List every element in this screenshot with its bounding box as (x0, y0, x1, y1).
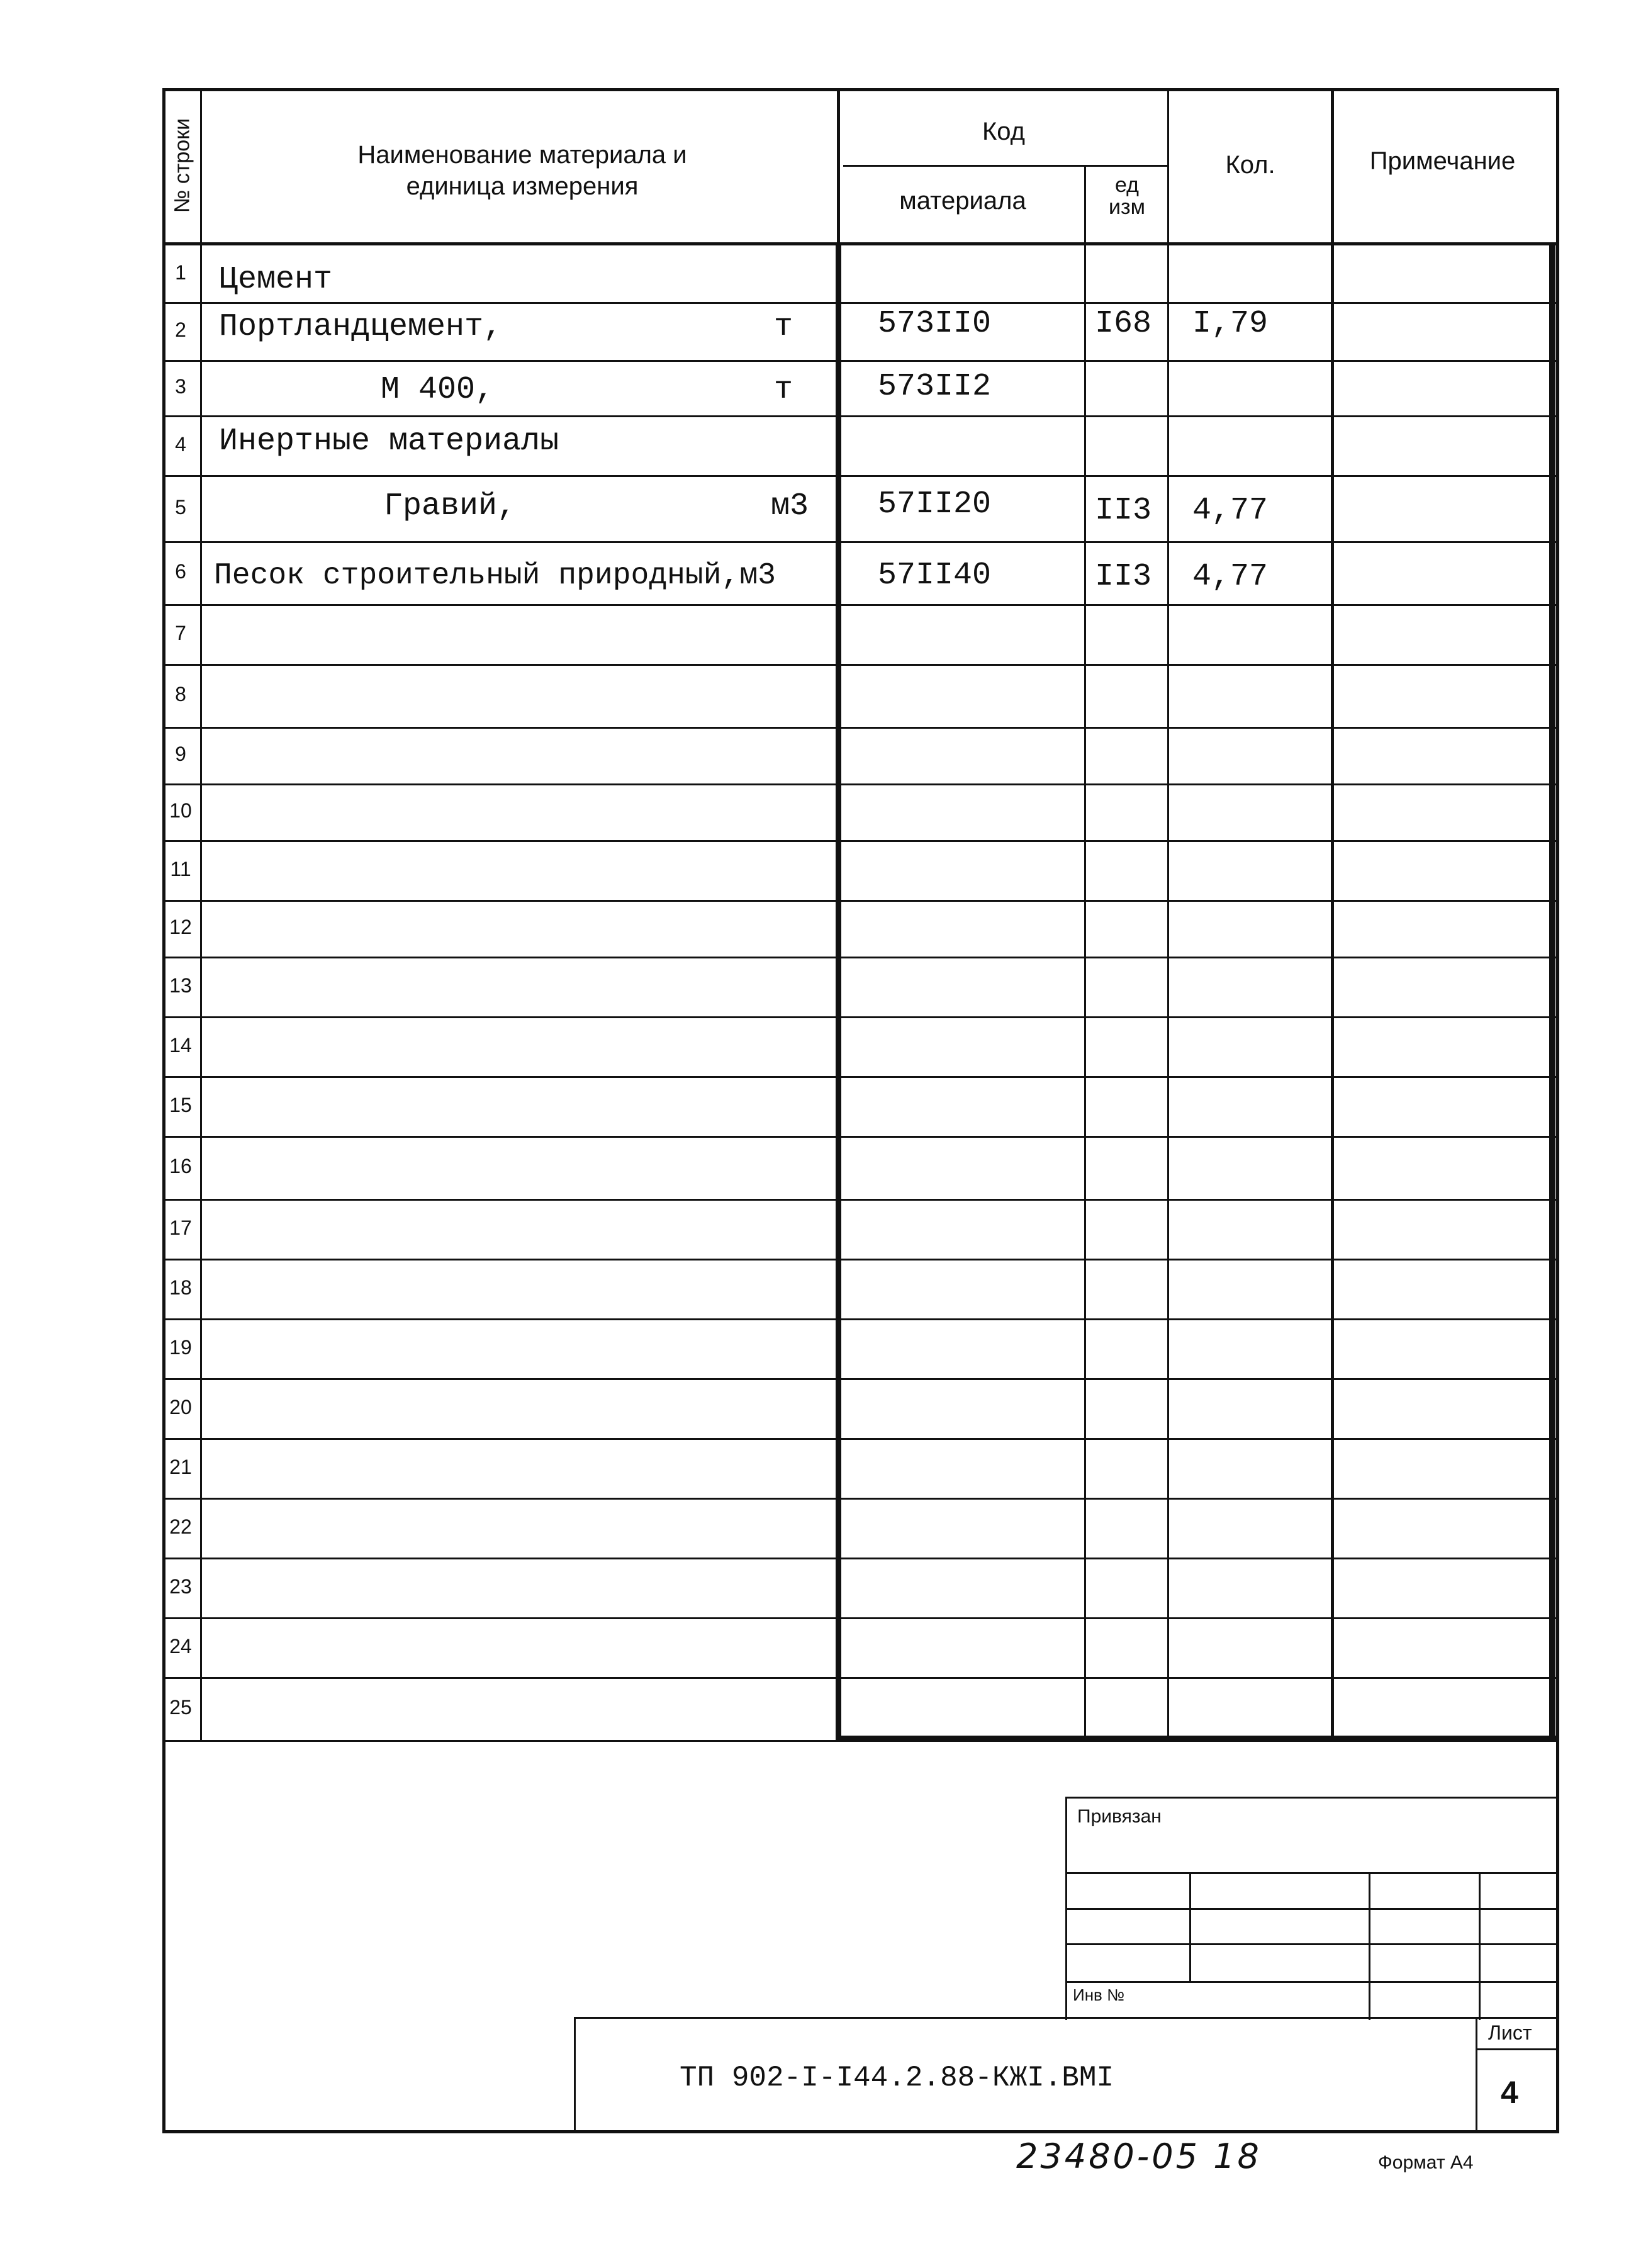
row-6-ed: II3 (1095, 559, 1152, 595)
row-number: 5 (175, 495, 186, 519)
col-line-qty (1167, 88, 1169, 1740)
header-bottom-line (162, 242, 1559, 245)
row-number: 3 (175, 375, 186, 398)
format-label: Формат А4 (1378, 2152, 1474, 2173)
row-number: 16 (169, 1155, 192, 1177)
code-header: Код (982, 118, 1025, 145)
row-3-unit: т (774, 372, 793, 408)
row-number: 24 (169, 1634, 192, 1658)
row-number: 11 (170, 857, 191, 880)
row-number: 6 (175, 560, 186, 583)
col-line-right-body (1549, 242, 1555, 1740)
row-2-name: Портландцемент, (219, 309, 503, 345)
col-line-unit (1084, 165, 1086, 1740)
row-separator (162, 604, 1556, 606)
row-separator (162, 541, 1556, 543)
qty-header: Кол. (1225, 151, 1275, 179)
row-separator (162, 302, 1556, 304)
row-number: 14 (169, 1033, 192, 1057)
row-separator (162, 1617, 1556, 1619)
page-frame (162, 88, 1559, 2133)
row-2-ed: I68 (1095, 306, 1152, 342)
stamp-line-4 (1065, 1981, 1559, 1983)
document-code: ТП 902-I-I44.2.88-КЖI.ВМI (680, 2062, 1114, 2094)
sheet-number: 4 (1501, 2075, 1518, 2110)
row-separator (162, 1136, 1556, 1138)
row-number: 21 (169, 1455, 192, 1478)
row-4-name: Инертные материалы (219, 424, 559, 459)
col-line-code (837, 88, 840, 242)
row-separator (162, 664, 1556, 666)
stamp-vline-3 (1479, 1872, 1481, 2020)
row-separator (162, 783, 1556, 785)
inv-no-label: Инв № (1073, 1985, 1124, 2004)
row-number: 23 (169, 1575, 192, 1598)
row-number: 12 (169, 916, 192, 938)
row-6-qty: 4,77 (1192, 559, 1269, 595)
row-number: 4 (175, 432, 186, 456)
stamp-vline-1 (1189, 1872, 1191, 1981)
unit-header-line1: ед (1114, 173, 1139, 197)
row-5-name: Гравий, (384, 488, 517, 524)
stamp-vline-2 (1369, 1872, 1370, 2020)
row-number: 1 (175, 261, 186, 284)
row-separator (162, 1076, 1556, 1078)
row-separator (162, 840, 1556, 842)
row-number: 13 (169, 974, 192, 997)
row-5-unit: м3 (771, 488, 809, 524)
row-separator (162, 727, 1556, 729)
material-header: материала (899, 187, 1026, 215)
stamp-top-line (1065, 1797, 1559, 1799)
row-separator (162, 1318, 1556, 1320)
row-1-name: Цемент (219, 262, 333, 298)
code-header-divider (843, 165, 1167, 167)
row-5-ed: II3 (1095, 493, 1152, 529)
row-separator (162, 1378, 1556, 1380)
row-number: 20 (169, 1395, 192, 1418)
name-header-line1: Наименование материала и (357, 141, 687, 169)
row-separator (162, 957, 1556, 958)
row-number: 8 (175, 683, 186, 705)
row-number: 17 (169, 1216, 192, 1239)
row-separator (162, 360, 1556, 362)
row-separator (162, 900, 1556, 902)
row-separator (162, 1259, 1556, 1260)
col-line-code-body (836, 242, 841, 1740)
row-number: 19 (169, 1335, 192, 1359)
handwritten-number: 23480-05 18 (1016, 2136, 1262, 2176)
row-number: 22 (169, 1515, 192, 1538)
name-header-line2: единица измерения (406, 172, 639, 200)
row-2-code: 573II0 (878, 306, 992, 342)
row-2-unit: т (774, 309, 793, 345)
col-line-rownum (200, 88, 202, 1740)
row-5-code: 57II20 (878, 486, 992, 522)
privyazan-label: Привязан (1077, 1806, 1162, 1827)
col-line-note (1331, 88, 1334, 1740)
row-3-code: 573II2 (878, 369, 992, 405)
note-header: Примечание (1369, 147, 1516, 175)
row-6-code: 57II40 (878, 558, 992, 593)
row-2-qty: I,79 (1192, 306, 1269, 342)
row-number: 2 (175, 318, 186, 341)
row-5-qty: 4,77 (1192, 493, 1269, 529)
row-separator (162, 1558, 1556, 1559)
row-number-header: № строки (170, 118, 194, 213)
row-separator (162, 1498, 1556, 1500)
sheet-divider (1476, 2048, 1559, 2050)
row-number: 15 (169, 1093, 192, 1116)
unit-header-line2: изм (1109, 195, 1145, 219)
stamp-line-2 (1065, 1908, 1559, 1910)
row-6-name: Песок строительный природный,м3 (214, 559, 776, 593)
title-block-top (574, 2017, 1559, 2019)
title-block-sheet-divider (1476, 2017, 1477, 2133)
sheet-label: Лист (1488, 2021, 1532, 2044)
row-separator (162, 1677, 1556, 1679)
row-3-name: М 400, (381, 372, 495, 408)
title-block-left (574, 2017, 576, 2133)
row-number: 25 (169, 1696, 192, 1719)
row-separator (162, 475, 1556, 477)
row-separator (162, 1199, 1556, 1201)
row-number: 7 (175, 621, 186, 644)
row-separator (162, 1438, 1556, 1440)
row-number: 10 (169, 799, 192, 822)
row-separator (162, 415, 1556, 417)
stamp-line-1 (1065, 1872, 1559, 1874)
row-separator (162, 1016, 1556, 1018)
stamp-line-3 (1065, 1943, 1559, 1945)
row-number: 9 (175, 743, 186, 765)
row-number: 18 (169, 1276, 192, 1299)
table-bottom-line (162, 1740, 1556, 1742)
